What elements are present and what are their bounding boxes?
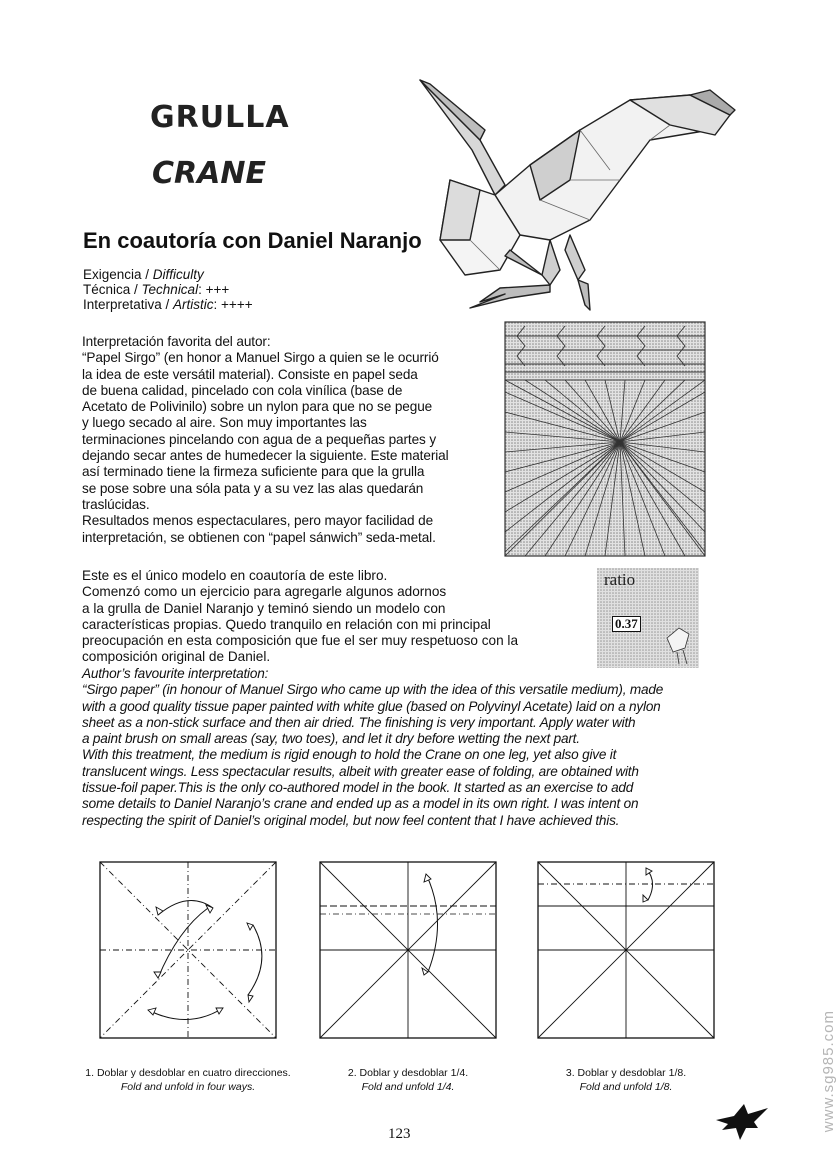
- title-spanish: GRULLA: [150, 100, 290, 135]
- english-text-line: sheet as a non-stick surface and then air dried. The finishing is very important. Apply water with: [82, 714, 636, 730]
- spanish-text-line: Interpretación favorita del autor:: [82, 334, 271, 349]
- watermark: www.sg985.com: [820, 1010, 837, 1133]
- spanish-text-line: preocupación en esta composición que fue el ser muy respetuoso con la: [82, 633, 519, 649]
- ratio-value: 0.37: [612, 616, 641, 632]
- english-text-line: “Sirgo paper” (in honour of Manuel Sirgo who came up with the idea of this versatile medium), made: [82, 682, 664, 698]
- english-text-line: a paint brush on small areas (say, two toes), and let it dry before wetting the next part.: [82, 731, 580, 747]
- rating-technical: Técnica / Technical: +++: [83, 282, 230, 297]
- english-text-line: With this treatment, the medium is rigid enough to hold the Crane on one leg, yet also give it: [82, 747, 617, 763]
- crane-illustration: [410, 70, 750, 310]
- title-english: CRANE: [152, 156, 266, 191]
- coauthor-heading: En coautoría con Daniel Naranjo: [83, 228, 422, 253]
- bird-logo-icon: [714, 1098, 770, 1144]
- rating-artistic: Interpretativa / Artistic: ++++: [83, 297, 253, 312]
- english-text-line: tissue-foil paper.This is the only co-authored model in the book. It started as an exercise to add: [82, 780, 634, 796]
- spanish-text-line: composición original de Daniel.: [82, 649, 271, 665]
- spanish-text-line: características propias. Quedo tranquilo en relación con mi principal: [82, 616, 491, 632]
- ratio-label: ratio: [604, 570, 636, 589]
- page-number: 123: [388, 1126, 411, 1142]
- spanish-text-line: se pose sobre una sóla pata y a su vez las alas quedarán: [82, 480, 424, 496]
- spanish-text-line: a la grulla de Daniel Naranjo y teminó siendo un modelo con: [82, 600, 446, 616]
- crease-pattern: [505, 322, 705, 556]
- spanish-text-line: la idea de este versátil material). Consiste en papel seda: [82, 366, 418, 382]
- spanish-text-line: Comenzó como un ejercicio para agregarle algunos adornos: [82, 584, 447, 600]
- spanish-text-line: y luego secado al aire. Son muy importantes las: [82, 415, 367, 431]
- english-text-line: some details to Daniel Naranjo’s crane and ended up as a model in its own right. I was intent on: [82, 796, 639, 812]
- spanish-text-line: Resultados menos espectaculares, pero mayor facilidad de: [82, 513, 434, 529]
- step-2-caption: 2. Doblar y desdoblar 1/4. Fold and unfold 1/4.: [347, 1067, 469, 1093]
- spanish-text-line: Acetato de Polivinilo) sobre un nylon para que no se pegue: [82, 399, 433, 415]
- step-2-diagram: [318, 860, 498, 1040]
- spanish-text-line: “Papel Sirgo” (en honor a Manuel Sirgo a quien se le ocurrió: [82, 350, 439, 366]
- step-1-caption: 1. Doblar y desdoblar en cuatro direcciones. Fold and unfold in four ways.: [85, 1067, 291, 1093]
- english-description: [82, 666, 752, 829]
- spanish-text-line: Este es el único modelo en coautoría de este libro.: [82, 568, 388, 583]
- spanish-text-line: dejando secar antes de humedecer la siguiente. Este material: [82, 448, 449, 464]
- english-text-line: respecting the spirit of Daniel’s original model, but now feel content that I have achieved this.: [82, 812, 620, 828]
- english-text-line: with a good quality tissue paper painted with white glue (based on Polyvinyl Acetate) laid on a nylon: [82, 698, 661, 714]
- rating-difficulty: Exigencia / Difficulty: [83, 267, 204, 282]
- spanish-description-continued: [82, 568, 582, 666]
- step-3-caption: 3. Doblar y desdoblar 1/8. Fold and unfold 1/8.: [565, 1067, 687, 1093]
- spanish-text-line: interpretación, se obtienen con “papel sánwich” seda-metal.: [82, 529, 436, 545]
- english-text-line: Author’s favourite interpretation:: [82, 666, 269, 681]
- step-1-diagram: [98, 860, 278, 1040]
- english-text-line: translucent wings. Less spectacular results, albeit with greater ease of folding, are obtained with: [82, 763, 639, 779]
- spanish-description: [82, 334, 502, 546]
- ratings-block: [83, 267, 253, 312]
- spanish-text-line: de buena calidad, pincelado con cola vinílica (base de: [82, 382, 403, 398]
- spanish-text-line: terminaciones pincelando con agua de a pequeñas partes y: [82, 431, 437, 447]
- spanish-text-line: así terminado tiene la firmeza suficiente para que la grulla: [82, 464, 425, 480]
- spanish-text-line: traslúcidas.: [82, 496, 150, 512]
- step-3-diagram: [536, 860, 716, 1040]
